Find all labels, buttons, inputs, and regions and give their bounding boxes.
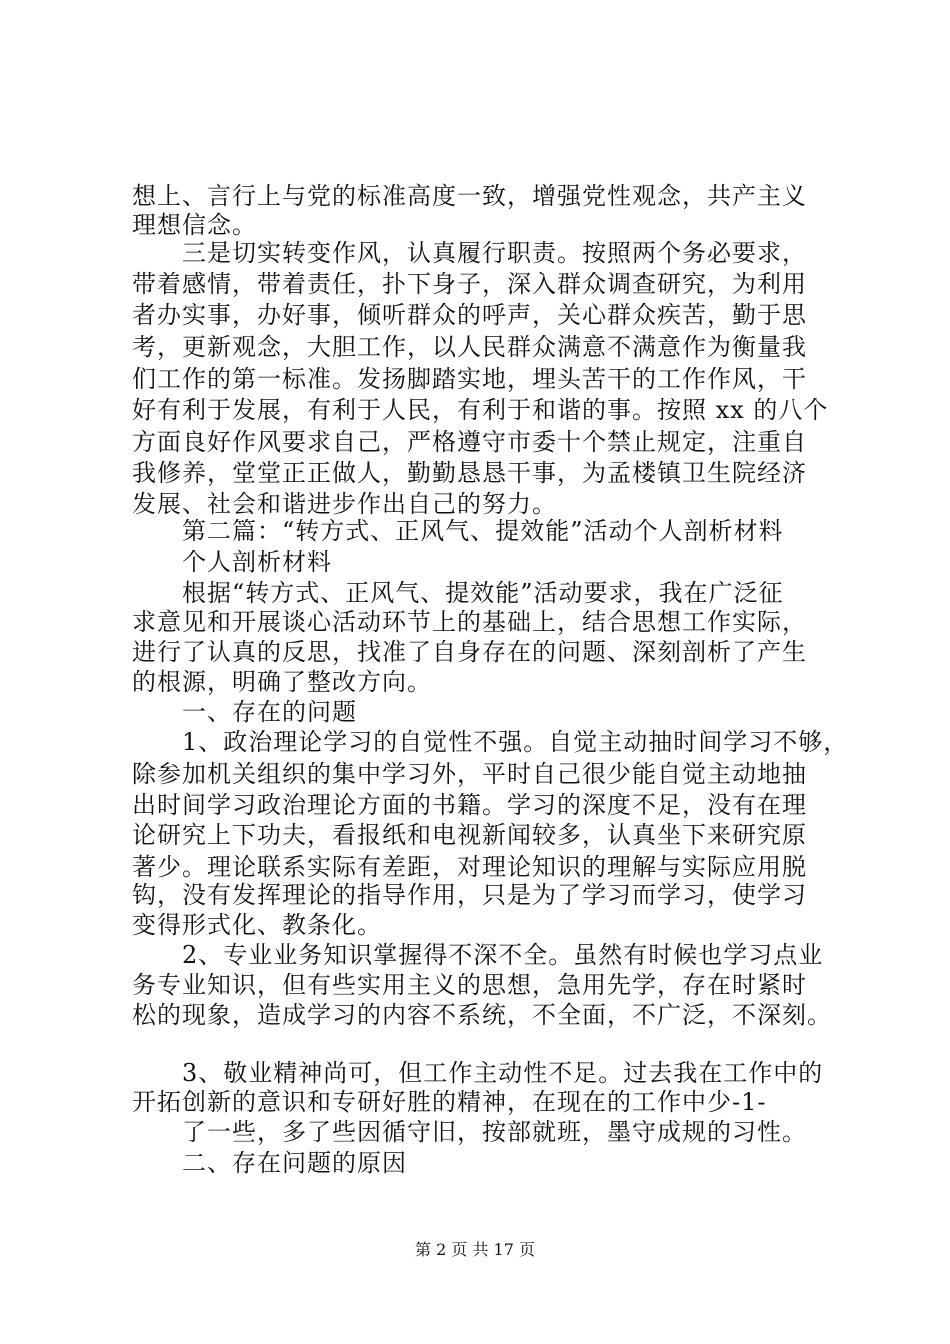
text-line: 钩，没有发挥理论的指导作用，只是为了学习而学习，使学习	[132, 881, 807, 909]
text-line: 者办实事，办好事，倾听群众的呼声，关心群众疾苦，勤于思	[132, 301, 807, 329]
text-line: 带着感情，带着责任，扑下身子，深入群众调查研究，为利用	[132, 270, 807, 298]
text-line: 方面良好作风要求自己，严格遵守市委十个禁止规定，注重自	[132, 428, 807, 456]
text-line: 1、政治理论学习的自觉性不强。自觉主动抽时间学习不够，	[132, 728, 849, 756]
text-line: 务专业知识，但有些实用主义的思想，急用先学，存在时紧时	[132, 971, 807, 999]
text-line: 们工作的第一标准。发扬脚踏实地，埋头苦干的工作作风，干	[132, 365, 807, 393]
section-heading: 二、存在问题的原因	[132, 1149, 407, 1177]
text-line: 了一些，多了些因循守旧，按部就班，墨守成规的习性。	[132, 1118, 807, 1146]
text-line: 出时间学习政治理论方面的书籍。学习的深度不足，没有在理	[132, 791, 807, 819]
text-line: 求意见和开展谈心活动环节上的基础上，结合思想工作实际，	[132, 608, 807, 636]
text-line: 三是切实转变作风，认真履行职责。按照两个务必要求，	[132, 239, 807, 267]
text-line: 想上、言行上与党的标准高度一致，增强党性观念，共产主义	[132, 182, 807, 210]
text-line: 著少。理论联系实际有差距，对理论知识的理解与实际应用脱	[132, 853, 807, 881]
text-line: 松的现象，造成学习的内容不系统，不全面，不广泛，不深刻。	[132, 1001, 832, 1029]
text-line: 3、敬业精神尚可，但工作主动性不足。过去我在工作中的	[132, 1059, 824, 1087]
text-line: 发展、社会和谐进步作出自己的努力。	[132, 490, 557, 518]
text-line: 理想信念。	[132, 211, 257, 239]
page-footer: 第 2 页 共 17 页	[415, 1240, 535, 1259]
text-line: 我修养，堂堂正正做人，勤勤恳恳干事，为孟楼镇卫生院经济	[132, 459, 807, 487]
text-line: 开拓创新的意识和专研好胜的精神，在现在的工作中少-1-	[132, 1088, 767, 1116]
text-line: 好有利于发展，有利于人民，有利于和谐的事。按照 xx 的八个	[132, 396, 829, 424]
section-heading: 一、存在的问题	[132, 698, 357, 726]
text-line: 根据“转方式、正风气、提效能”活动要求，我在广泛征	[132, 579, 784, 607]
section-heading: 个人剖析材料	[132, 548, 332, 576]
text-line: 2、专业业务知识掌握得不深不全。虽然有时候也学习点业	[132, 941, 824, 969]
text-line: 变得形式化、教条化。	[132, 911, 382, 939]
text-line: 考，更新观念，大胆工作，以人民群众满意不满意作为衡量我	[132, 333, 807, 361]
text-line: 论研究上下功夫，看报纸和电视新闻较多，认真坐下来研究原	[132, 821, 807, 849]
section-heading: 第二篇：“转方式、正风气、提效能”活动个人剖析材料	[132, 517, 784, 545]
text-line: 的根源，明确了整改方向。	[132, 668, 432, 696]
text-line: 除参加机关组织的集中学习外，平时自己很少能自觉主动地抽	[132, 760, 807, 788]
text-line: 进行了认真的反思，找准了自身存在的问题、深刻剖析了产生	[132, 638, 807, 666]
